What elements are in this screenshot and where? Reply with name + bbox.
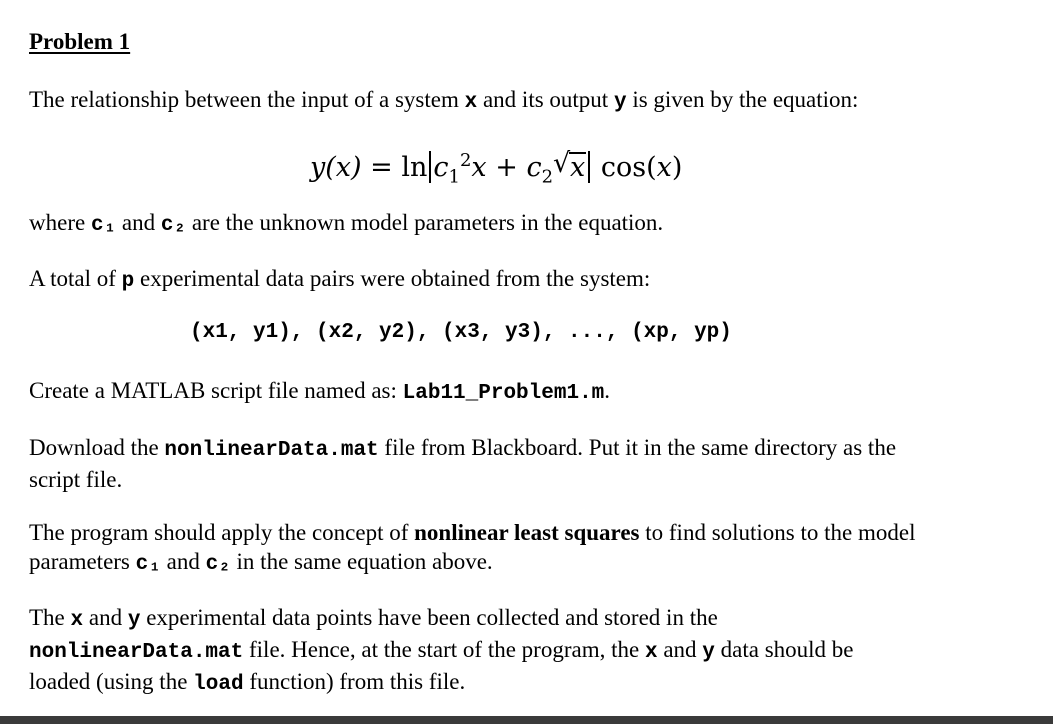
script-name-paragraph: Create a MATLAB script file named as: Lab11_Problem1.m. (29, 378, 611, 405)
param-c2: c₂ (160, 214, 187, 237)
square-root: √ x (553, 148, 586, 183)
var-p: p (121, 270, 135, 293)
problem-title: Problem 1 (29, 29, 131, 54)
load-paragraph: The x and y experimental data points have been collected and stored in the nonlinearData.mat file. Hence, at the start of the program, the x and y data should be loaded (using the load function) from this file. (29, 605, 854, 696)
method-paragraph: The program should apply the concept of nonlinear least squares to find solutions to the model parameters c₁ and c₂ in the same equation above. (29, 520, 916, 576)
method-name: nonlinear least squares (414, 520, 640, 545)
param-c1: c₁ (90, 214, 117, 237)
var-x: x (464, 91, 478, 114)
data-pairs-list: (x1, y1), (x2, y2), (x3, y3), ..., (xp, yp) (190, 321, 732, 344)
data-filename: nonlinearData.mat (164, 439, 379, 462)
abs-bar-left (429, 151, 431, 183)
download-paragraph: Download the nonlinearData.mat file from Blackboard. Put it in the same directory as the script file. (29, 435, 897, 492)
abs-bar-right (588, 151, 590, 183)
bottom-divider (0, 716, 1053, 724)
data-pairs-paragraph: A total of p experimental data pairs were obtained from the system: (29, 266, 651, 293)
load-function: load (193, 673, 244, 696)
model-equation: $y(x) = \ln c_1^2x + c_2$ √ x cos(x) (310, 148, 683, 188)
intro-paragraph: The relationship between the input of a system x and its output y is given by the equation: (29, 87, 859, 114)
var-y: y (613, 91, 627, 114)
script-filename: Lab11_Problem1.m (402, 382, 605, 405)
parameters-paragraph: where c₁ and c₂ are the unknown model parameters in the equation. (29, 210, 664, 237)
data-filename-2: nonlinearData.mat (29, 641, 244, 664)
